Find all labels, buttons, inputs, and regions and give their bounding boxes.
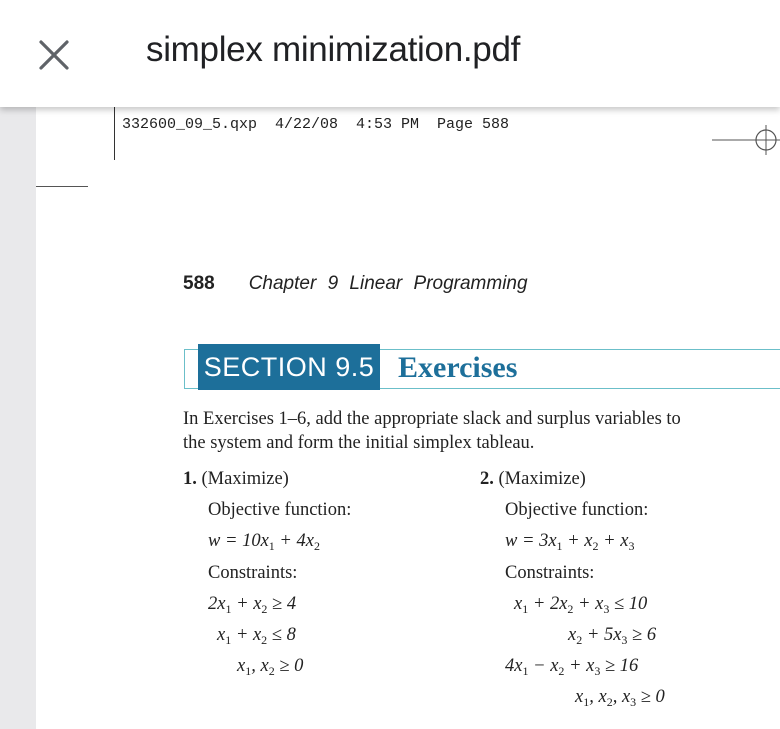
pdf-viewer-toolbar — [0, 0, 780, 107]
constraint: $x_1 + 2x_2 + x_3 \le 10$ — [514, 594, 648, 616]
objective-function: $w = 3x_1 + x_2 + x_3$ — [505, 531, 635, 553]
pdf-page[interactable] — [36, 107, 780, 729]
constraint: $2x_1 + x_2 \ge 4$ — [208, 594, 297, 616]
constraints-label: Constraints: — [505, 563, 595, 583]
objective-label: Objective function: — [505, 500, 649, 520]
document-title: simplex minimization.pdf — [146, 30, 521, 69]
exercise-instructions — [183, 407, 743, 455]
exercise-number: 2. — [480, 469, 494, 489]
close-icon — [38, 39, 70, 71]
close-button[interactable] — [32, 33, 76, 77]
constraints-label: Constraints: — [208, 563, 298, 583]
constraint: $x_1$, $x_2 \ge 0$ — [237, 656, 304, 678]
print-slug: 332600_09_5.qxp 4/22/08 4:53 PM Page 588 — [122, 116, 510, 133]
exercise-type: (Maximize) — [201, 469, 289, 489]
intro-line: the system and form the initial simplex tableau. — [183, 433, 535, 453]
intro-line: In Exercises 1–6, add the appropriate slack and surplus variables to — [183, 409, 681, 429]
exercise-type: (Maximize) — [498, 469, 586, 489]
section-label: SECTION 9.5 — [198, 344, 380, 390]
section-title: Exercises — [398, 351, 518, 384]
objective-label: Objective function: — [208, 500, 352, 520]
chapter-title: Chapter 9 Linear Programming — [248, 273, 528, 294]
constraint: $4x_1 - x_2 + x_3 \ge 16$ — [505, 656, 639, 678]
objective-function: $w = 10x_1 + 4x_2$ — [208, 531, 320, 553]
page-number: 588 — [183, 273, 215, 294]
crop-mark — [36, 186, 88, 187]
registration-mark-icon — [712, 117, 780, 163]
crop-mark — [114, 107, 115, 160]
running-head — [183, 273, 528, 295]
constraint: $x_2 + 5x_3 \ge 6$ — [568, 625, 657, 647]
exercise-number: 1. — [183, 469, 197, 489]
constraint: $x_1$, $x_2$, $x_3 \ge 0$ — [575, 687, 665, 709]
constraint: $x_1 + x_2 \le 8$ — [217, 625, 296, 647]
